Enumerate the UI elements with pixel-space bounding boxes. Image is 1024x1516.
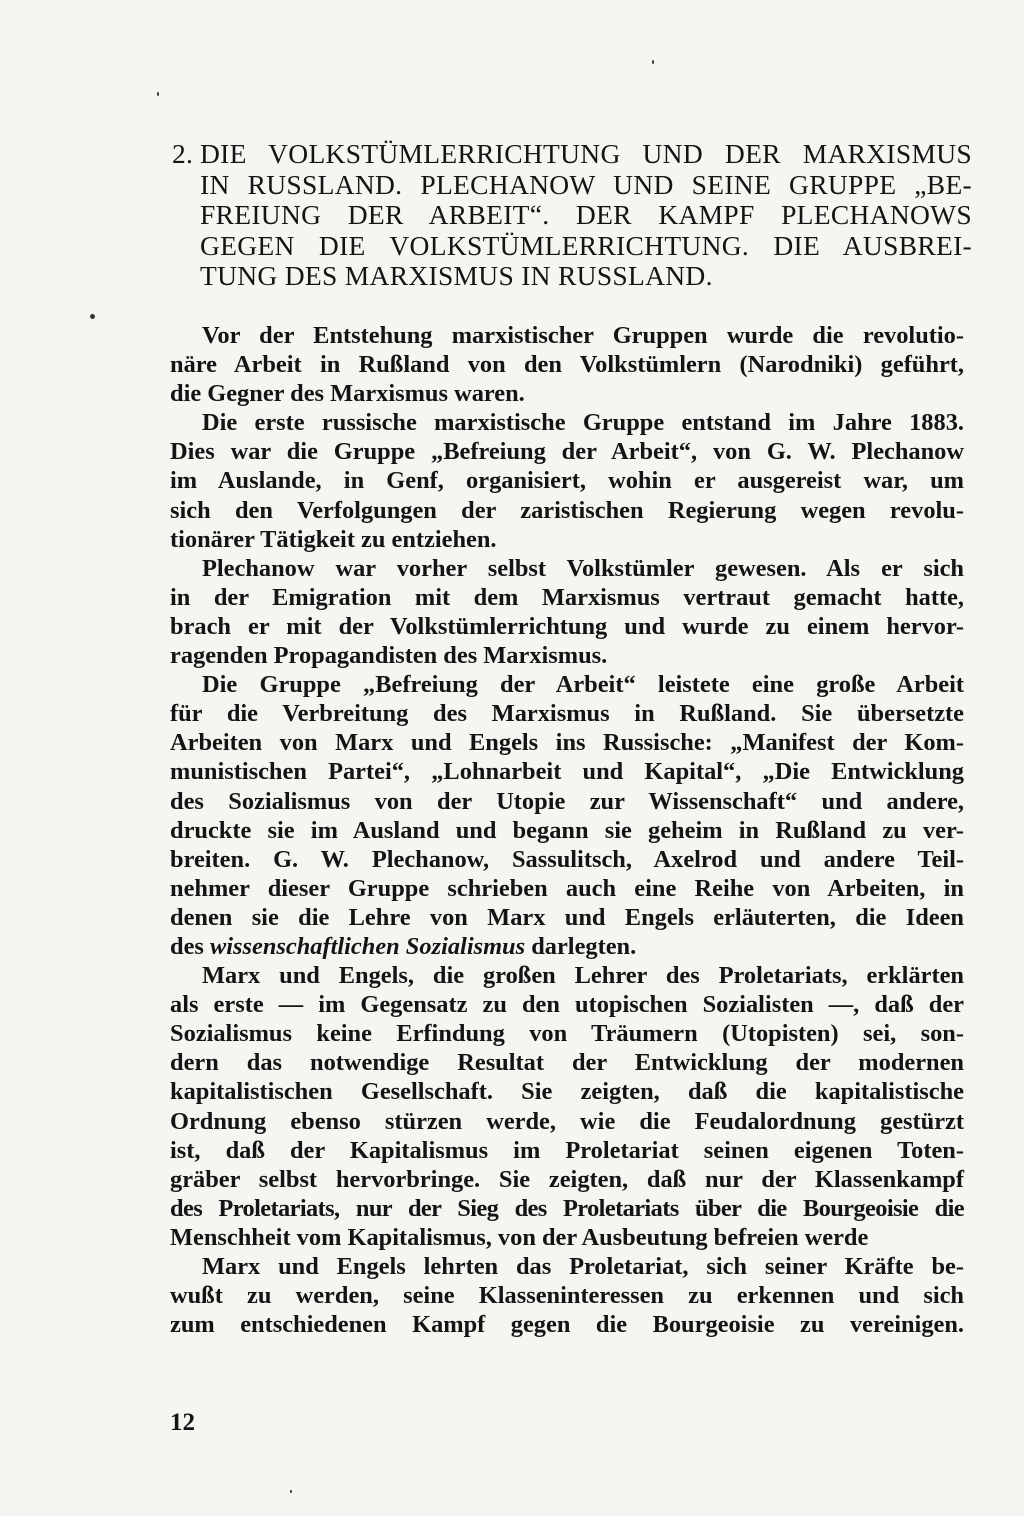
text-line: Vor der Entstehung marxistischer Gruppen wurde die revolutio- bbox=[202, 322, 964, 349]
text-line: wußt zu werden, seine Klasseninteressen zu erkennen und sich bbox=[170, 1282, 964, 1310]
italic-term: wissenschaftlichen Sozialismus bbox=[209, 932, 526, 960]
text-line: Menschheit vom Kapitalismus, von der Ausbeutung befreien werde bbox=[170, 1223, 869, 1251]
text-line: druckte sie im Ausland und begann sie geheim in Rußland zu ver- bbox=[170, 816, 964, 844]
paragraph bbox=[170, 961, 964, 1252]
text-line: Plechanow war vorher selbst Volkstümler gewesen. Als er sich bbox=[202, 554, 964, 582]
paragraph bbox=[170, 670, 964, 961]
heading-line: FREIUNG DER ARBEIT“. DER KAMPF PLECHANOWS bbox=[200, 199, 972, 231]
section-heading bbox=[172, 139, 972, 292]
heading-line: TUNG DES MARXISMUS IN RUSSLAND. bbox=[200, 260, 713, 292]
text-line: für die Verbreitung des Marxismus in Rußland. Sie übersetzte bbox=[170, 700, 964, 728]
text-line: Die erste russische marxistische Gruppe entstand im Jahre 1883. bbox=[202, 409, 964, 437]
text-line: gräber selbst hervorbringe. Sie zeigten, daß nur der Klassenkampf bbox=[170, 1165, 964, 1193]
heading-line: IN RUSSLAND. PLECHANOW UND SEINE GRUPPE „BE- bbox=[200, 168, 972, 200]
text-line: ragenden Propagandisten des Marxismus. bbox=[170, 642, 608, 670]
text-line: nehmer dieser Gruppe schrieben auch eine Reihe von Arbeiten, in bbox=[170, 874, 964, 902]
heading-line: GEGEN DIE VOLKSTÜMLERRICHTUNG. DIE AUSBREI- bbox=[200, 229, 972, 261]
text-line: breiten. G. W. Plechanow, Sassulitsch, Axelrod und andere Teil- bbox=[170, 845, 964, 873]
text-line: Marx und Engels, die großen Lehrer des Proletariats, erklärten bbox=[202, 962, 964, 990]
scan-speck bbox=[157, 92, 159, 96]
text-line: in der Emigration mit dem Marxismus vertraut gemacht hatte, bbox=[170, 583, 964, 611]
section-number: 2. bbox=[172, 138, 194, 169]
text-line: kapitalistischen Gesellschaft. Sie zeigten, daß die kapitalistische bbox=[170, 1078, 964, 1106]
text-line: Marx und Engels lehrten das Proletariat, sich seiner Kräfte be- bbox=[202, 1253, 964, 1280]
text-fragment: des bbox=[170, 932, 210, 960]
text-line: Ordnung ebenso stürzen werde, wie die Feudalordnung gestürzt bbox=[170, 1107, 964, 1135]
text-line: tionärer Tätigkeit zu entziehen. bbox=[170, 525, 497, 553]
text-line: Die Gruppe „Befreiung der Arbeit“ leistete eine große Arbeit bbox=[202, 671, 964, 699]
text-line: des Sozialismus von der Utopie zur Wissenschaft“ und andere, bbox=[170, 787, 964, 815]
text-line: im Auslande, in Genf, organisiert, wohin er ausgereist war, um bbox=[170, 467, 964, 495]
text-line: als erste — im Gegensatz zu den utopischen Sozialisten —, daß der bbox=[170, 991, 964, 1019]
body-text bbox=[170, 321, 964, 1339]
text-line: dern das notwendige Resultat der Entwicklung der modernen bbox=[170, 1049, 964, 1077]
scan-speck bbox=[290, 1490, 292, 1493]
text-line: Dies war die Gruppe „Befreiung der Arbeit“, von G. W. Plechanow bbox=[170, 438, 964, 466]
text-line: Sozialismus keine Erfindung von Träumern (Utopisten) sei, son- bbox=[170, 1020, 964, 1048]
text-line: zum entschiedenen Kampf gegen die Bourgeoisie zu vereinigen. bbox=[170, 1311, 964, 1339]
scan-speck bbox=[652, 60, 654, 64]
paragraph bbox=[170, 408, 964, 553]
text-line: munistischen Partei“, „Lohnarbeit und Kapital“, „Die Entwicklung bbox=[170, 758, 964, 786]
text-line: brach er mit der Volkstümlerrichtung und wurde zu einem hervor- bbox=[170, 612, 964, 640]
heading-line: DIE VOLKSTÜMLERRICHTUNG UND DER MARXISMUS bbox=[200, 138, 972, 169]
page-number: 12 bbox=[170, 1409, 195, 1436]
text-line: näre Arbeit in Rußland von den Volkstümlern (Narodniki) geführt, bbox=[170, 351, 964, 379]
scan-speck bbox=[90, 314, 95, 319]
text-line: Arbeiten von Marx und Engels ins Russische: „Manifest der Kom- bbox=[170, 729, 964, 757]
text-line: ist, daß der Kapitalismus im Proletariat seinen eigenen Toten- bbox=[170, 1136, 964, 1164]
text-line: die Gegner des Marxismus waren. bbox=[170, 380, 525, 408]
paragraph bbox=[170, 321, 964, 408]
text-fragment: darlegten. bbox=[525, 932, 637, 960]
text-line: denen sie die Lehre von Marx und Engels erläuterten, die Ideen bbox=[170, 903, 964, 931]
text-line bbox=[170, 932, 964, 961]
text-line: sich den Verfolgungen der zaristischen Regierung wegen revolu- bbox=[170, 496, 964, 524]
text-line: des Proletariats, nur der Sieg des Proletariats über die Bourgeoisie die bbox=[170, 1194, 964, 1222]
paragraph bbox=[170, 554, 964, 670]
paragraph bbox=[170, 1252, 964, 1339]
